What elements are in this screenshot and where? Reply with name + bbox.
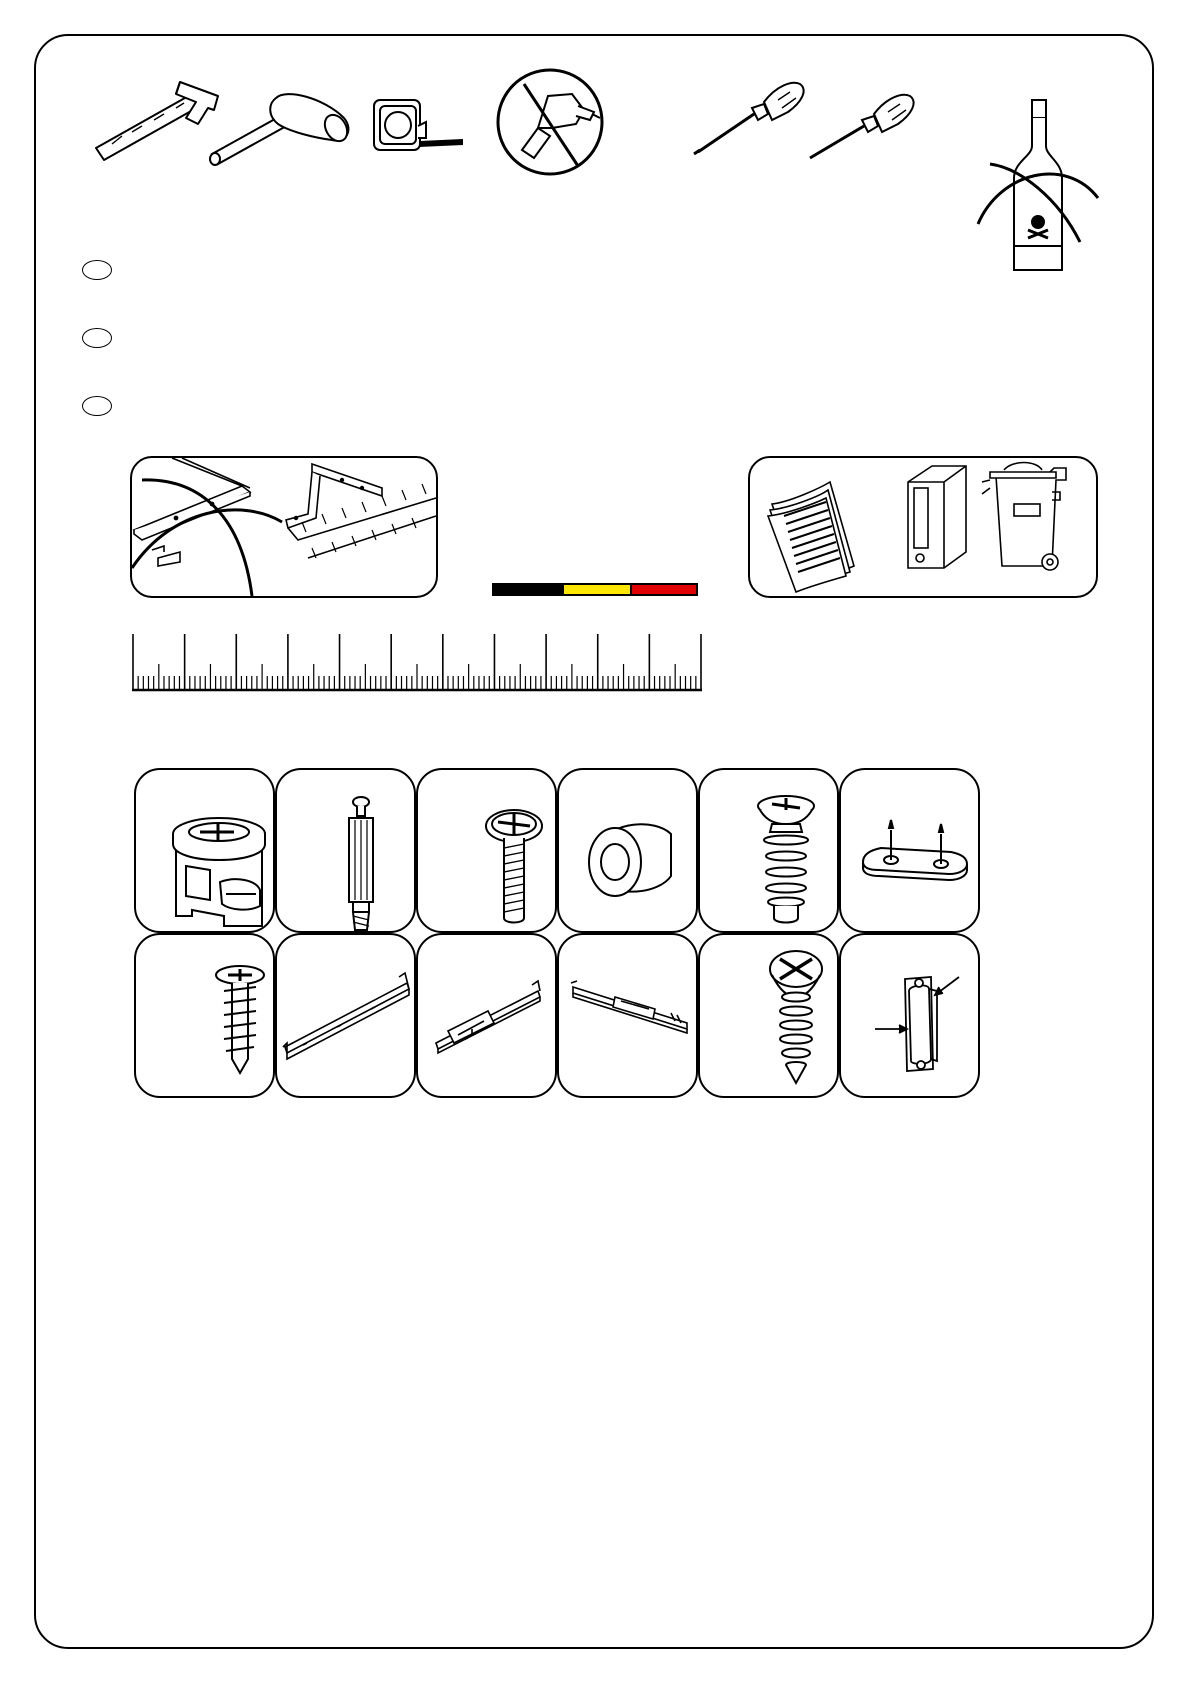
care-instructions-box (130, 456, 438, 598)
drawer-rail-icon (277, 935, 416, 1098)
color-bar-black (492, 583, 564, 596)
machine-bolt-icon (418, 770, 557, 933)
tape-measure-icon (370, 96, 466, 156)
hardware-cam-dowel (275, 768, 416, 933)
drawer-slide-right-icon (559, 935, 698, 1098)
hardware-countersunk-screw (698, 933, 839, 1098)
ruler-scale (132, 632, 706, 692)
hardware-drawer-rail (275, 933, 416, 1098)
hardware-drawer-slide-left (416, 933, 557, 1098)
rubber-mallet-icon (206, 88, 356, 174)
cam-lock-icon (136, 770, 275, 933)
plastic-anchor-icon (700, 770, 839, 933)
keep-manual-icon (768, 482, 854, 592)
measuring-ruler (132, 632, 706, 692)
hardware-wafer-head-screw (134, 933, 275, 1098)
hardware-magnetic-catch (839, 933, 980, 1098)
hardware-shelf-support-nail (839, 768, 980, 933)
recycle-bin-icon (982, 463, 1066, 571)
hardware-machine-bolt (416, 768, 557, 933)
hardware-cam-lock (134, 768, 275, 933)
protect-surface-icon (132, 458, 436, 596)
bumper-pad-icon (559, 770, 698, 933)
hardware-drawer-slide-right (557, 933, 698, 1098)
phillips-screwdriver-icon (692, 78, 812, 158)
keep-manual-box (748, 456, 1098, 598)
flat-screwdriver-icon (806, 86, 918, 166)
no-chemicals-icon (970, 98, 1100, 274)
drawer-slide-left-icon (418, 935, 557, 1098)
color-bar-yellow (562, 583, 632, 596)
wafer-head-screw-icon (136, 935, 275, 1098)
countersunk-screw-icon (700, 935, 839, 1098)
cam-dowel-icon (277, 770, 416, 933)
color-bar-red (630, 583, 698, 596)
language-marker-3 (82, 396, 112, 416)
hardware-plastic-anchor (698, 768, 839, 933)
no-power-drill-icon (494, 66, 606, 178)
binder-icon (908, 466, 966, 568)
shelf-support-nail-icon (841, 770, 980, 933)
language-marker-2 (82, 328, 112, 348)
language-marker-1 (82, 260, 112, 280)
hardware-bumper-pad (557, 768, 698, 933)
magnetic-catch-icon (841, 935, 980, 1098)
